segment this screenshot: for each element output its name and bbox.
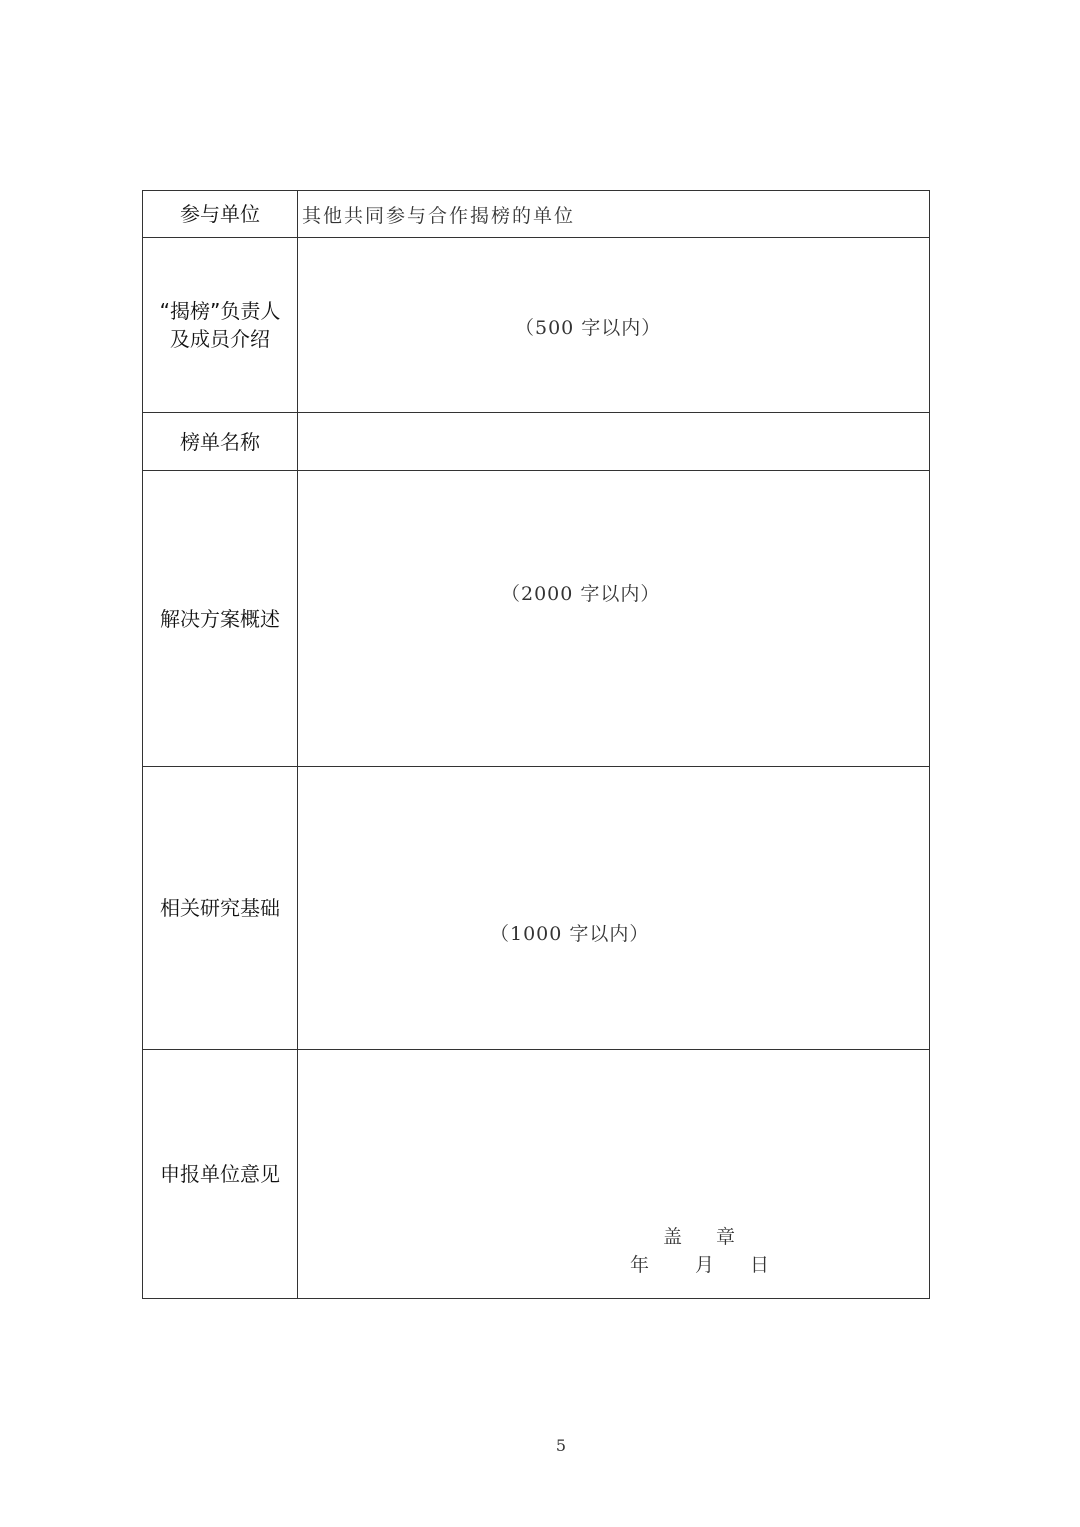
field-solution-overview[interactable] (298, 471, 930, 767)
seal-char-zhang: 章 (716, 1226, 736, 1248)
label-leader-intro-line2: 及成员介绍 (170, 327, 270, 351)
row-solution-overview (143, 471, 930, 767)
seal-char-gai: 盖 (663, 1226, 683, 1248)
label-leader-intro-line1: “揭榜”负责人 (159, 299, 281, 323)
row-unit-opinion (143, 1050, 930, 1299)
placeholder-leader-intro: （500 字以内） (515, 317, 662, 339)
application-form-table (142, 190, 930, 1299)
field-research-basis[interactable] (298, 767, 930, 1050)
field-participating-units[interactable] (298, 191, 930, 238)
page-number: 5 (555, 1436, 567, 1455)
date-line (630, 1250, 769, 1277)
date-year: 年 (630, 1254, 650, 1276)
label-solution-overview: 解决方案概述 (143, 471, 298, 767)
field-list-name[interactable] (298, 413, 930, 471)
row-leader-intro (143, 238, 930, 413)
label-leader-intro (143, 238, 298, 413)
label-unit-opinion: 申报单位意见 (143, 1050, 298, 1299)
date-day: 日 (750, 1254, 770, 1276)
date-month: 月 (695, 1254, 715, 1276)
field-leader-intro[interactable] (298, 238, 930, 413)
placeholder-research-basis: （1000 字以内） (490, 923, 650, 945)
row-research-basis (143, 767, 930, 1050)
seal-line (663, 1222, 735, 1249)
label-research-basis: 相关研究基础 (143, 767, 298, 1050)
field-unit-opinion[interactable] (298, 1050, 930, 1299)
label-list-name: 榜单名称 (143, 413, 298, 471)
row-list-name (143, 413, 930, 471)
row-participating-units (143, 191, 930, 238)
hint-participating-units: 其他共同参与合作揭榜的单位 (302, 204, 576, 227)
label-participating-units: 参与单位 (143, 191, 298, 238)
placeholder-solution-overview: （2000 字以内） (501, 583, 661, 605)
